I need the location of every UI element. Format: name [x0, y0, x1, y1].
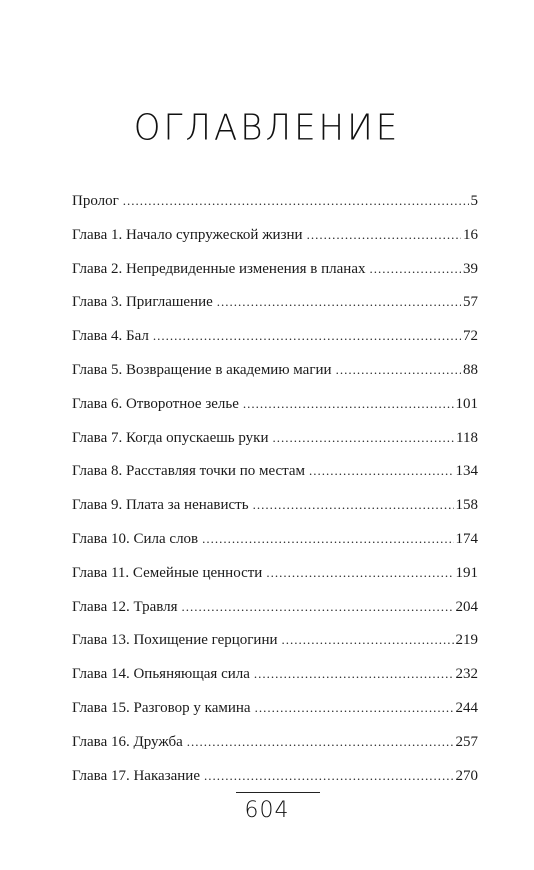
toc-dot-leader — [309, 454, 453, 488]
toc-entry-title: Глава 15. Разговор у камина — [72, 699, 251, 716]
toc-dot-leader — [370, 252, 462, 286]
toc-entry-page: 118 — [456, 429, 478, 446]
toc-entry-page: 158 — [455, 497, 478, 514]
toc-entry-title: Глава 1. Начало супружеской жизни — [72, 226, 303, 243]
toc-entry-title: Глава 6. Отворотное зелье — [72, 395, 239, 412]
toc-dot-leader — [202, 522, 453, 556]
toc-entry-title: Глава 13. Похищение герцогини — [72, 632, 278, 649]
toc-entry — [72, 218, 478, 252]
toc-entry — [72, 488, 478, 522]
toc-entry — [72, 421, 478, 455]
toc-entry — [72, 623, 478, 657]
toc-entry — [72, 454, 478, 488]
toc-entry — [72, 184, 478, 218]
toc-entry — [72, 319, 478, 353]
toc-entry-page: 134 — [455, 463, 478, 480]
toc-dot-leader — [182, 590, 454, 624]
toc-entry-title: Глава 9. Плата за ненависть — [72, 497, 249, 514]
toc-entry-title: Глава 5. Возвращение в академию магии — [72, 361, 332, 378]
toc-entry-page: 39 — [463, 260, 478, 277]
toc-dot-leader — [254, 657, 454, 691]
toc-entry-page: 270 — [455, 767, 478, 784]
toc-dot-leader — [204, 759, 454, 793]
toc-dot-leader — [243, 387, 454, 421]
toc-entry — [72, 691, 478, 725]
toc-entry-page: 57 — [463, 294, 478, 311]
toc-dot-leader — [273, 421, 455, 455]
toc-entry-page: 101 — [455, 395, 478, 412]
toc-entry — [72, 590, 478, 624]
toc-entry — [72, 725, 478, 759]
toc-dot-leader — [153, 319, 461, 353]
toc-dot-leader — [255, 691, 454, 725]
toc-entry-page: 219 — [455, 632, 478, 649]
page-number: 604 — [244, 798, 290, 823]
toc-entry-page: 257 — [455, 733, 478, 750]
toc-dot-leader — [282, 623, 454, 657]
toc-dot-leader — [123, 184, 469, 218]
toc-entry-title: Глава 4. Бал — [72, 328, 149, 345]
toc-dot-leader — [217, 285, 461, 319]
table-of-contents — [72, 184, 478, 792]
toc-entry-page: 88 — [463, 361, 478, 378]
toc-dot-leader — [266, 556, 453, 590]
toc-entry — [72, 759, 478, 793]
toc-entry-title: Пролог — [72, 193, 119, 209]
footer-divider — [236, 792, 320, 793]
toc-entry — [72, 387, 478, 421]
toc-entry-title: Глава 14. Опьяняющая сила — [72, 666, 250, 683]
toc-entry — [72, 353, 478, 387]
toc-entry-page: 72 — [463, 328, 478, 345]
toc-entry — [72, 522, 478, 556]
toc-dot-leader — [336, 353, 461, 387]
toc-entry-page: 244 — [455, 699, 478, 716]
toc-dot-leader — [253, 488, 454, 522]
toc-entry-page: 232 — [455, 666, 478, 683]
toc-entry — [72, 252, 478, 286]
toc-entry-title: Глава 12. Травля — [72, 598, 178, 615]
toc-entry-title: Глава 3. Приглашение — [72, 294, 213, 311]
toc-entry-title: Глава 16. Дружба — [72, 733, 183, 750]
toc-entry-title: Глава 17. Наказание — [72, 767, 200, 784]
page-title: ОГЛАВЛЕНИЕ — [133, 107, 401, 149]
toc-entry-page: 5 — [470, 193, 478, 209]
toc-entry-page: 204 — [455, 598, 478, 615]
toc-dot-leader — [187, 725, 454, 759]
toc-entry-title: Глава 10. Сила слов — [72, 530, 199, 547]
toc-entry-title: Глава 2. Непредвиденные изменения в планах — [72, 260, 366, 277]
toc-entry-page: 16 — [463, 226, 478, 243]
toc-entry-page: 191 — [455, 564, 478, 581]
toc-entry — [72, 285, 478, 319]
toc-entry — [72, 657, 478, 691]
toc-entry-page: 174 — [455, 530, 478, 547]
toc-entry-title: Глава 8. Расставляя точки по местам — [72, 463, 306, 480]
toc-entry-title: Глава 7. Когда опускаешь руки — [72, 429, 269, 446]
toc-dot-leader — [307, 218, 461, 252]
toc-entry — [72, 556, 478, 590]
toc-entry-title: Глава 11. Семейные ценности — [72, 564, 263, 581]
